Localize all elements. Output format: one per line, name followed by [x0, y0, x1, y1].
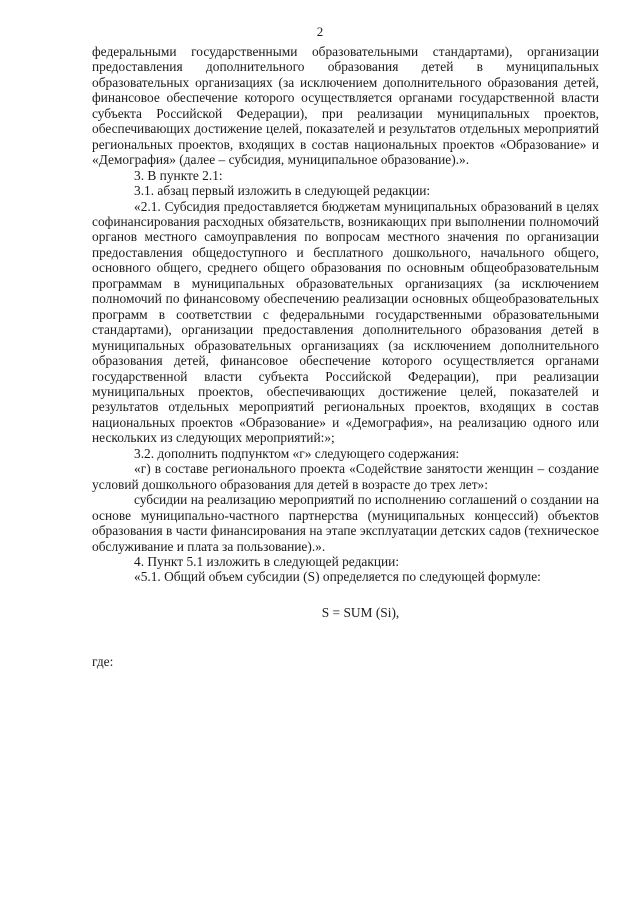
where-label: где:	[92, 654, 114, 670]
paragraph-item-4: 4. Пункт 5.1 изложить в следующей редакции:	[134, 553, 400, 569]
paragraph-item-3: 3. В пункте 2.1:	[134, 167, 223, 183]
paragraph-clause-5-1: «5.1. Общий объем субсидии (S) определяется по следующей формуле:	[134, 569, 541, 585]
paragraph-item-3-2: 3.2. дополнить подпунктом «г» следующего содержания:	[134, 445, 460, 461]
formula: S = SUM (Si),	[321, 604, 400, 620]
page-number: 2	[316, 24, 324, 39]
paragraph-subsidies: субсидии на реализацию мероприятий по исполнению соглашений о создании на основе муниципально-частного партнерства (муниципальных концессий) объектов образования в части финансирования на этапе эксплуатации детских садов (техническое обслуживание и плата за пользование).».	[92, 492, 599, 554]
paragraph-subclause-g: «г) в составе регионального проекта «Содействие занятости женщин – создание условий дошкольного образования для детей в возрасте до трех лет»:	[92, 461, 599, 492]
paragraph-item-3-1: 3.1. абзац первый изложить в следующей редакции:	[134, 183, 431, 199]
paragraph-clause-2-1: «2.1. Субсидия предоставляется бюджетам муниципальных образований в целях софинансирования расходных обязательств, возникающих при выполнении полномочий органов местного самоуправления по вопросам местного значения по организации предоставления общедоступного и бесплатного дошкольного, начального общего, основного общего, среднего общего образования по основным общеобразовательным программам в муниципальных образовательных организациях (за исключением полномочий по финансовому обеспечению реализации основных общеобразовательных программ в соответствии с федеральными государственными образовательными стандартами), организации предоставления дополнительного образования детей в муниципальных образовательных организациях (за исключением дополнительного образования детей, финансовое обеспечение которого осуществляется органами государственной власти субъекта Российской Федерации), при реализации муниципальных проектов, обеспечивающих достижение целей, показателей и результатов отдельных мероприятий региональных проектов, входящих в состав национальных проектов «Образование» и «Демография», на реализацию одного или нескольких из следующих мероприятий:»;	[92, 198, 599, 446]
paragraph-continuation: федеральными государственными образовательными стандартами), организации предоставления дополнительного образования детей в муниципальных образовательных организациях (за исключением дополнительного образования детей, финансовое обеспечение которого осуществляется органами государственной власти субъекта Российской Федерации), при реализации муниципальных проектов, обеспечивающих достижение целей, показателей и результатов отдельных мероприятий региональных проектов, входящих в состав национальных проектов «Образование» и «Демография» (далее – субсидия, муниципальное образование).».	[92, 44, 599, 168]
document-body	[92, 44, 599, 670]
